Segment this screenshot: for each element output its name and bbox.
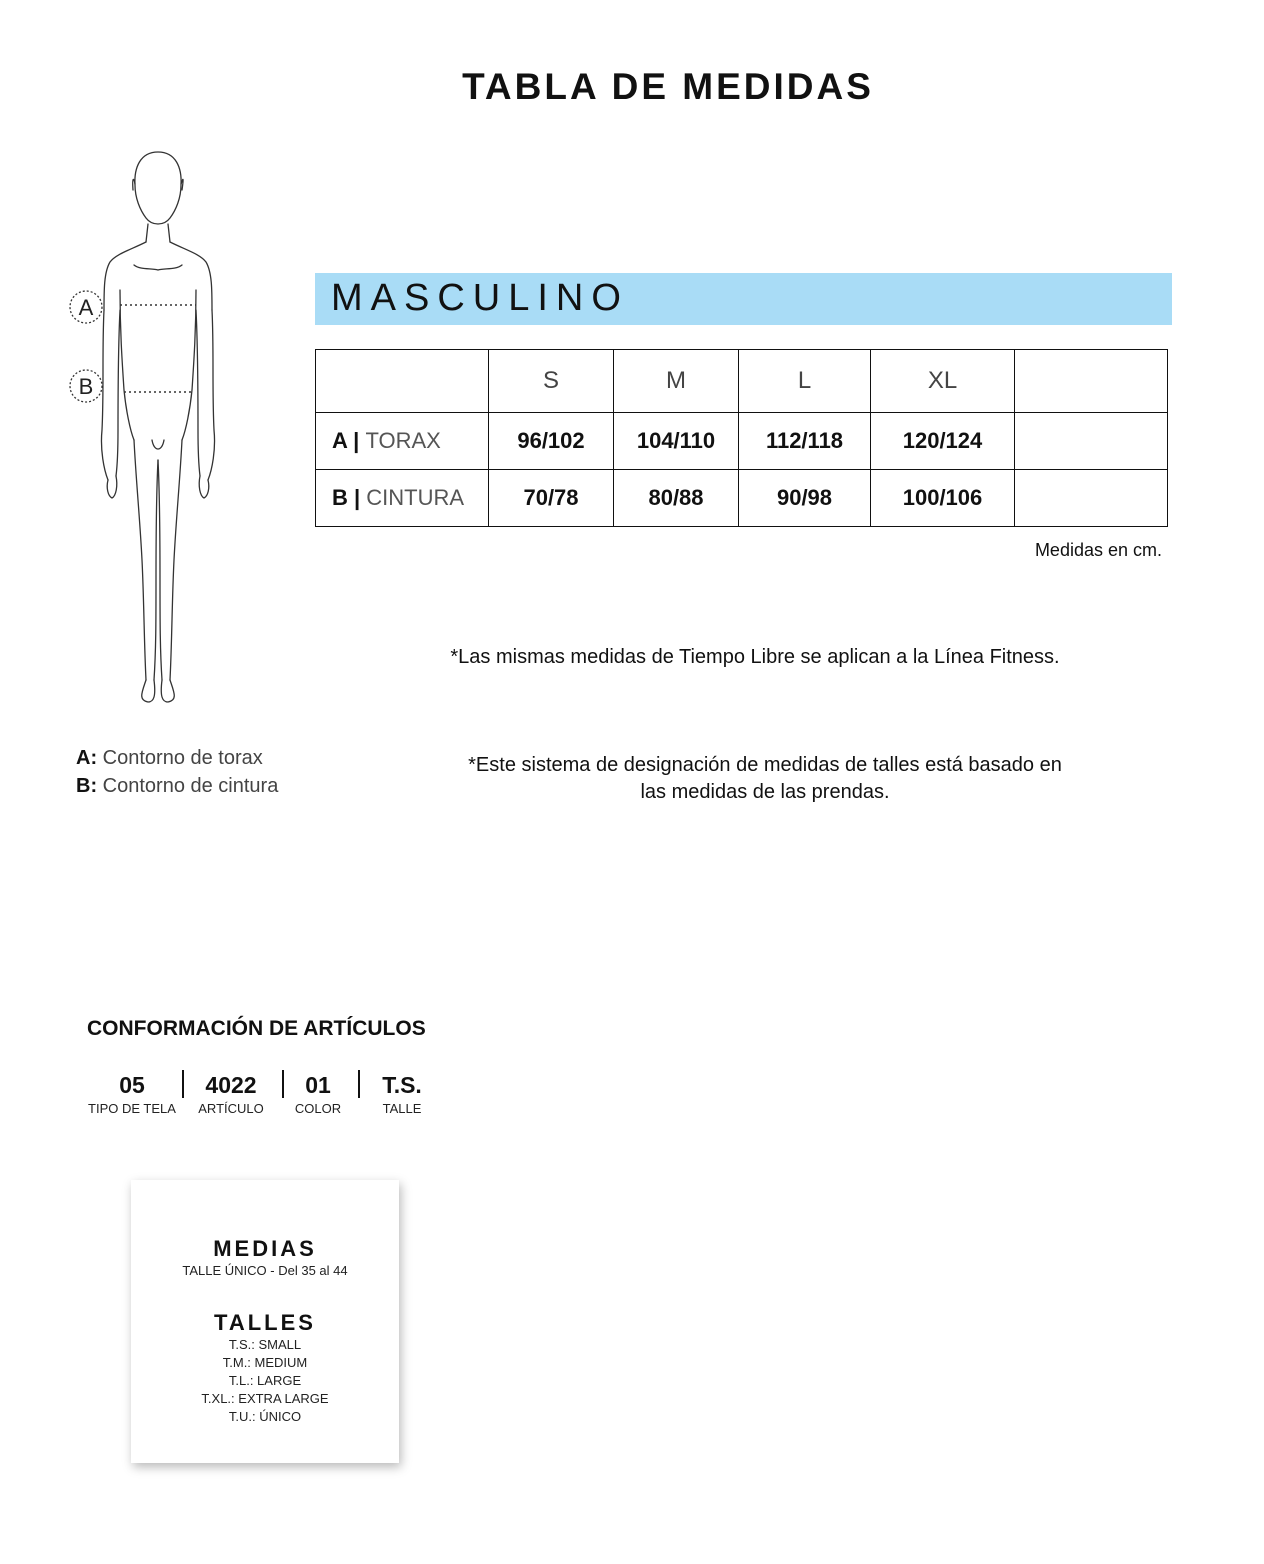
- table-cell: 104/110: [614, 413, 739, 470]
- code-value: 4022: [205, 1072, 257, 1098]
- size-header-m: M: [614, 350, 739, 413]
- units-note: Medidas en cm.: [1034, 540, 1162, 560]
- table-row-cintura: [316, 470, 1168, 527]
- page-title: TABLA DE MEDIDAS: [462, 66, 874, 107]
- table-cell: 96/102: [489, 413, 614, 470]
- row-letter-b: B |: [332, 485, 361, 510]
- code-value: 05: [119, 1072, 145, 1098]
- legend-text-a: Contorno de torax: [97, 747, 263, 769]
- size-table-header-row: [316, 350, 1168, 413]
- code-label: TALLE: [382, 1101, 422, 1116]
- legend-item-b: [76, 772, 278, 800]
- size-header-xl: XL: [871, 350, 1015, 413]
- body-measurement-figure: [60, 140, 320, 720]
- figure-legend: [76, 744, 278, 800]
- sizing-system-note-line1: *Este sistema de designación de medidas de talles está basado en: [468, 754, 1062, 776]
- code-articulo: [190, 1072, 272, 1116]
- talle-item: T.XL.: EXTRA LARGE: [201, 1391, 329, 1406]
- code-label: TIPO DE TELA: [88, 1101, 176, 1116]
- section-header-masculino: [315, 273, 1172, 325]
- sizing-system-note-line2: las medidas de las prendas.: [640, 781, 890, 803]
- header-empty-cell: [316, 350, 489, 413]
- table-cell: 70/78: [489, 470, 614, 527]
- medias-subtitle: TALLE ÚNICO - Del 35 al 44: [182, 1263, 348, 1278]
- size-table: [315, 349, 1168, 527]
- talle-item: T.U.: ÚNICO: [228, 1409, 302, 1424]
- talle-item: T.M.: MEDIUM: [222, 1355, 308, 1370]
- code-label: ARTÍCULO: [198, 1101, 264, 1116]
- sizes-info-card: [131, 1180, 399, 1463]
- code-value: T.S.: [382, 1072, 422, 1098]
- table-cell: 90/98: [739, 470, 871, 527]
- legend-text-b: Contorno de cintura: [97, 775, 279, 797]
- conformacion-title: CONFORMACIÓN DE ARTÍCULOS: [87, 1017, 426, 1040]
- code-divider: [182, 1070, 184, 1098]
- row-letter-a: A |: [332, 428, 360, 453]
- talle-item: T.L.: LARGE: [228, 1373, 302, 1388]
- talles-title: TALLES: [214, 1310, 316, 1335]
- table-cell-empty: [1015, 413, 1168, 470]
- table-cell: 100/106: [871, 470, 1015, 527]
- legend-key-a: A:: [76, 747, 98, 769]
- code-label: COLOR: [294, 1101, 342, 1116]
- talle-item: T.S.: SMALL: [228, 1337, 302, 1352]
- figure-label-b: B: [78, 374, 94, 399]
- code-color: [288, 1072, 348, 1116]
- size-header-l: L: [739, 350, 871, 413]
- figure-label-a: A: [78, 295, 94, 320]
- legend-item-a: [76, 744, 278, 772]
- table-cell: 112/118: [739, 413, 871, 470]
- row-label-torax: [316, 413, 489, 470]
- row-label-cintura: [316, 470, 489, 527]
- table-cell: 80/88: [614, 470, 739, 527]
- table-cell: 120/124: [871, 413, 1015, 470]
- legend-key-b: B:: [76, 775, 98, 797]
- medias-title: MEDIAS: [213, 1236, 317, 1261]
- table-row-torax: [316, 413, 1168, 470]
- code-tipo-de-tela: [86, 1072, 178, 1116]
- row-name-cintura: CINTURA: [366, 485, 465, 510]
- code-divider: [282, 1070, 284, 1098]
- header-extra-cell: [1015, 350, 1168, 413]
- code-divider: [358, 1070, 360, 1098]
- code-value: 01: [305, 1072, 331, 1098]
- code-talle: [370, 1072, 434, 1116]
- row-name-torax: TORAX: [365, 428, 441, 453]
- section-title: MASCULINO: [331, 277, 629, 319]
- fitness-note: *Las mismas medidas de Tiempo Libre se aplican a la Línea Fitness.: [450, 646, 1060, 668]
- table-cell-empty: [1015, 470, 1168, 527]
- size-header-s: S: [489, 350, 614, 413]
- sizing-system-note: [400, 752, 1130, 806]
